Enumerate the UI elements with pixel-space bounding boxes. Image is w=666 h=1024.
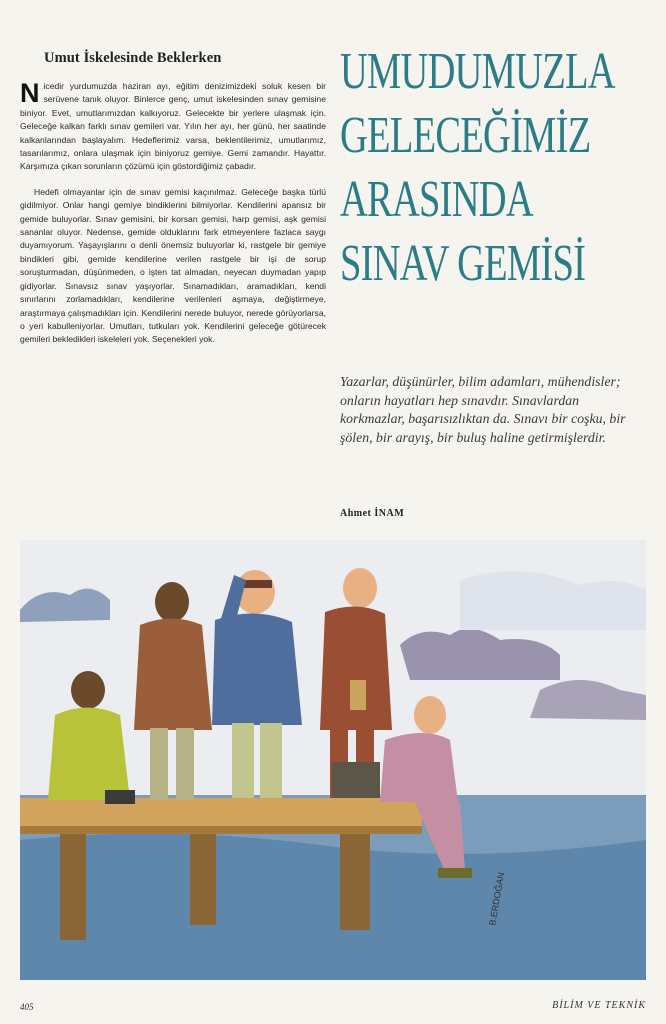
headline-line-4: SINAV GEMİSİ (340, 235, 586, 292)
pier-post (340, 830, 370, 930)
paragraph-2: Hedefi olmayanlar için de sınav gemisi kaçınılmaz. Geleceğe başka türlü gidilmiyor. Onlar hangi gemiye bindiklerini bilmiyorlar. Kendilerini apansız bir gemide buluyorlar. Sınav gemisini, bir korsan gemisi, harp gemisi, aşk gemisi sananlar oluyor. Nedense, gemide olduklarını fark etmeyenlere fazlaca saygı duyamıyorum. Yaşayışlarını o denli önemsiz buluyorlar ki, rastgele bir gemiye bindikleri gibi, gemide kendilerine verilen rastgele bir işi de sorup soruşturmadan, düşünmeden, o işten tat almadan, neyecan duymadan yapıp gidiyorlar. Sınavsız sınav yaşıyorlar. Sınamadıkları, aramadıkları, kendi sınırlarını zorlamadıkları, kendilerine verilenleri aşmaya, değiştirmeye, araştırmaya çalışmadıkları için. Kendilerini nerede buluyor, nerede görüyorlarsa, o yeri kabulleniyorlar. Umutları, tutkuları yok. Kendilerini geleceğe götürecek gemileri bekledikleri iskeleleri yok. Seçenekleri yok. (20, 186, 326, 345)
author-name: Ahmet İNAM (340, 508, 405, 519)
magazine-name: BİLİM VE TEKNİK (552, 1000, 646, 1011)
headline (340, 40, 615, 296)
deck-text: Yazarlar, düşünürler, bilim adamları, mühendisler; onların hayatları hep sınavdır. Sınavlardan korkmazlar, başarısızlıktan da. Sınavı bir coşku, bir şölen, bir arayış, bir buluş haline getirmişlerdir. (340, 374, 626, 445)
paragraph-1 (20, 80, 326, 174)
paragraph-1-text: icedir yurdumuzda haziran ayı, eğitim denizimizdeki soluk kesen bir serüvene tanık oluyor. Binlerce genç, umut iskelesinden sınav gemisine biniyor. Evet, umutlarımızdan kalkıyoruz. Gelecekte bir yerlere ulaşmak için. Geleceğe kalkan farklı sınav gemileri var. Yılın her ayı, her günü, her saatinde kalkanlarından başlayalım. Hedeflerimiz varsa, beklentilerimiz, umutlarımız, tasarılarımız, onlara ulaşmak için biniyoruz gemiye. Gemi zamandır. Hayattır. Karşımıza çıkan sorunların çözümü için göstordiğimiz çabadır. (20, 81, 326, 172)
sea-deep (20, 834, 646, 980)
headline-line-2: GELECEĞİMİZ (340, 107, 591, 164)
drop-cap: N (20, 78, 40, 108)
section-heading: Umut İskelesinde Beklerken (44, 50, 222, 66)
pier-post (190, 830, 216, 925)
page-number: 405 (20, 1002, 34, 1012)
headline-line-3: ARASINDA (340, 171, 533, 228)
illustrator-signature: B.ERDOĞAN (487, 871, 507, 927)
pier-cartoon (20, 540, 646, 980)
cartoon-illustration (20, 540, 646, 980)
article-body (20, 80, 326, 359)
pier-deck-edge (20, 826, 422, 834)
pier-post (60, 830, 86, 940)
headline-line-1: UMUDUMUZLA (340, 43, 615, 100)
